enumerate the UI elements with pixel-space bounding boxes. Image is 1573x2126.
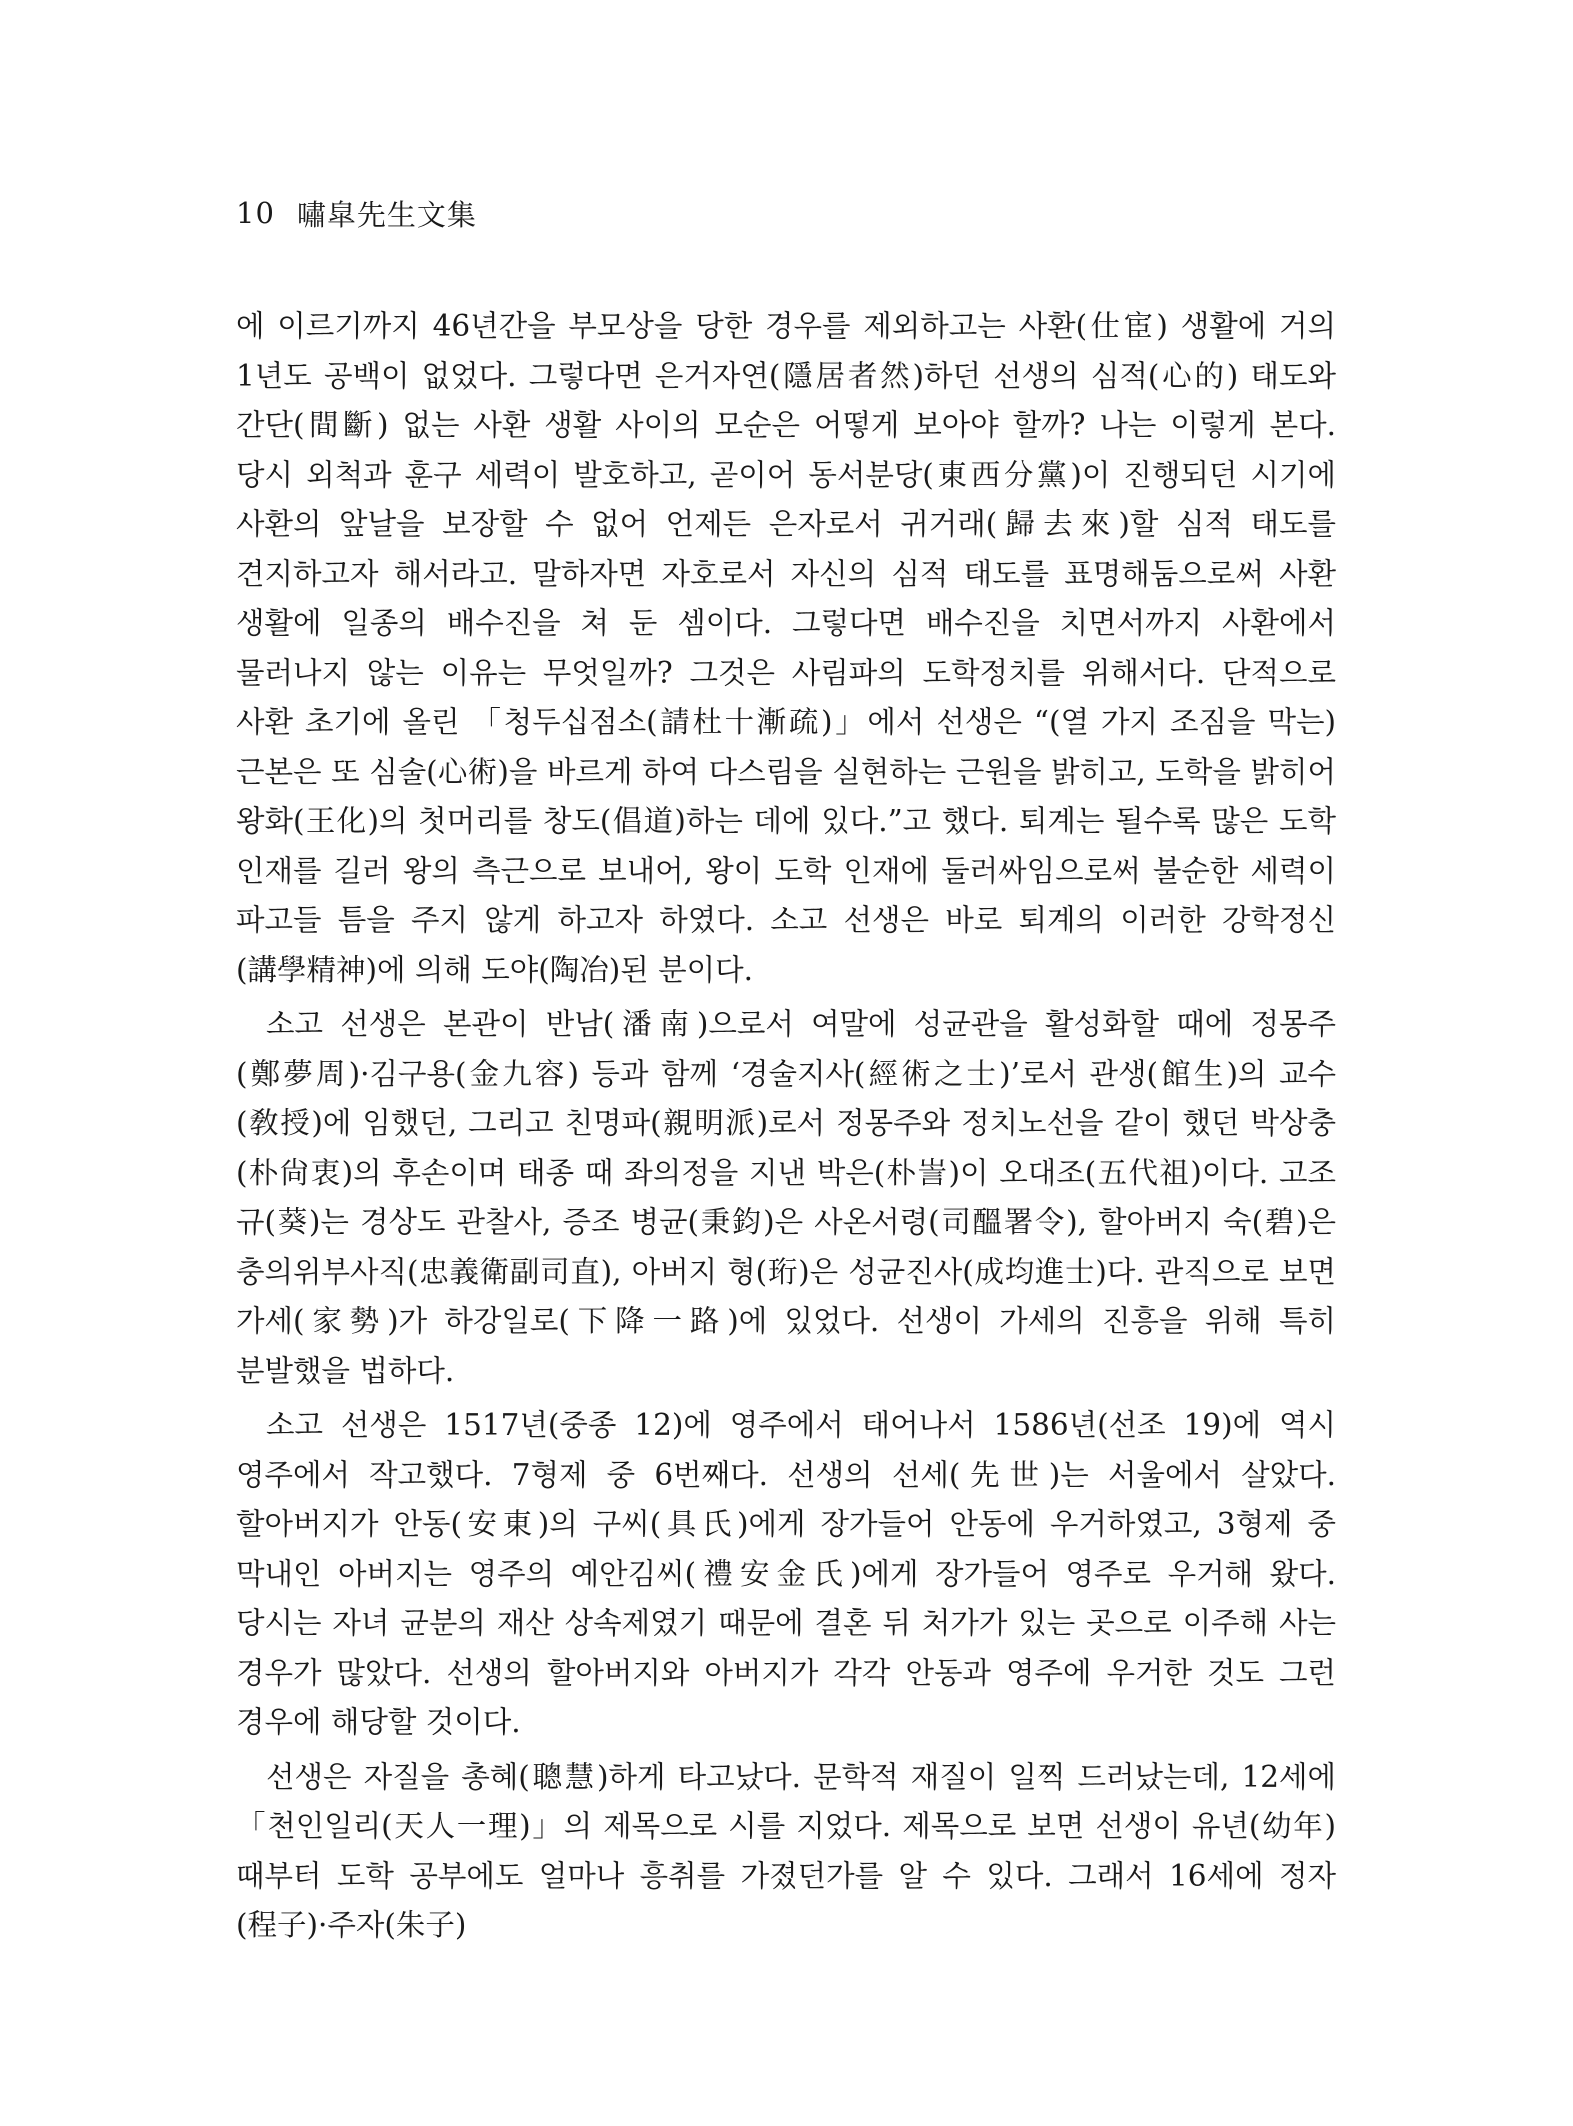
paragraph-continued: 에 이르기까지 46년간을 부모상을 당한 경우를 제외하고는 사환(仕宦) 생활에 거의 1년도 공백이 없었다. 그렇다면 은거자연(隱居者然)하던 선생의 심적(心的) 태도와 간단(間斷) 없는 사환 생활 사이의 모순은 어떻게 보아야 할까? 나는 이렇게 본다. 당시 외척과 훈구 세력이 발호하고, 곧이어 동서분당(東西分黨)이 진행되던 시기에 사환의 앞날을 보장할 수 없어 언제든 은자로서 귀거래(歸去來)할 심적 태도를 견지하고자 해서라고. 말하자면 자호로서 자신의 심적 태도를 표명해둠으로써 사환 생활에 일종의 배수진을 쳐 둔 셈이다. 그렇다면 배수진을 치면서까지 사환에서 물러나지 않는 이유는 무엇일까? 그것은 사림파의 도학정치를 위해서다. 단적으로 사환 초기에 올린 「청두십점소(請杜十漸疏)」에서 선생은 “(열 가지 조짐을 막는) 근본은 또 심술(心術)을 바르게 하여 다스림을 실현하는 근원을 밝히고, 도학을 밝히어 왕화(王化)의 첫머리를 창도(倡道)하는 데에 있다.”고 했다. 퇴계는 될수록 많은 도학 인재를 길러 왕의 측근으로 보내어, 왕이 도학 인재에 둘러싸임으로써 불순한 세력이 파고들 틈을 주지 않게 하고자 하였다. 소고 선생은 바로 퇴계의 이러한 강학정신(講學精神)에 의해 도야(陶冶)된 분이다. [236,309,1336,987]
page-number: 10 [236,196,275,230]
book-title: 嘯皐先生文集 [296,197,477,232]
body-text [236,302,1336,1956]
paragraph: 소고 선생은 본관이 반남(潘南)으로서 여말에 성균관을 활성화할 때에 정몽주(鄭夢周)·김구용(金九容) 등과 함께 ‘경술지사(經術之士)’로서 관생(館生)의 교수(敎授)에 임했던, 그리고 친명파(親明派)로서 정몽주와 정치노선을 같이 했던 박상충(朴尙衷)의 후손이며 태종 때 좌의정을 지낸 박은(朴訔)이 오대조(五代祖)이다. 고조 규(葵)는 경상도 관찰사, 증조 병균(秉鈞)은 사온서령(司醞署令), 할아버지 숙(碧)은 충의위부사직(忠義衛副司直), 아버지 형(珩)은 성균진사(成均進士)다. 관직으로 보면 가세(家勢)가 하강일로(下降一路)에 있었다. 선생이 가세의 진흥을 위해 특히 분발했을 법하다. [236,1007,1336,1388]
running-header [236,193,477,233]
paragraph: 소고 선생은 1517년(중종 12)에 영주에서 태어나서 1586년(선조 19)에 역시 영주에서 작고했다. 7형제 중 6번째다. 선생의 선세(先世)는 서울에서 살았다. 할아버지가 안동(安東)의 구씨(具氏)에게 장가들어 안동에 우거하였고, 3형제 중 막내인 아버지는 영주의 예안김씨(禮安金氏)에게 장가들어 영주로 우거해 왔다. 당시는 자녀 균분의 재산 상속제였기 때문에 결혼 뒤 처가가 있는 곳으로 이주해 사는 경우가 많았다. 선생의 할아버지와 아버지가 각각 안동과 영주에 우거한 것도 그런 경우에 해당할 것이다. [236,1408,1336,1739]
paragraph: 선생은 자질을 총혜(聰慧)하게 타고났다. 문학적 재질이 일찍 드러났는데, 12세에 「천인일리(天人一理)」의 제목으로 시를 지었다. 제목으로 보면 선생이 유년(幼年) 때부터 도학 공부에도 얼마나 흥취를 가졌던가를 알 수 있다. 그래서 16세에 정자(程子)·주자(朱子) [236,1759,1336,1942]
